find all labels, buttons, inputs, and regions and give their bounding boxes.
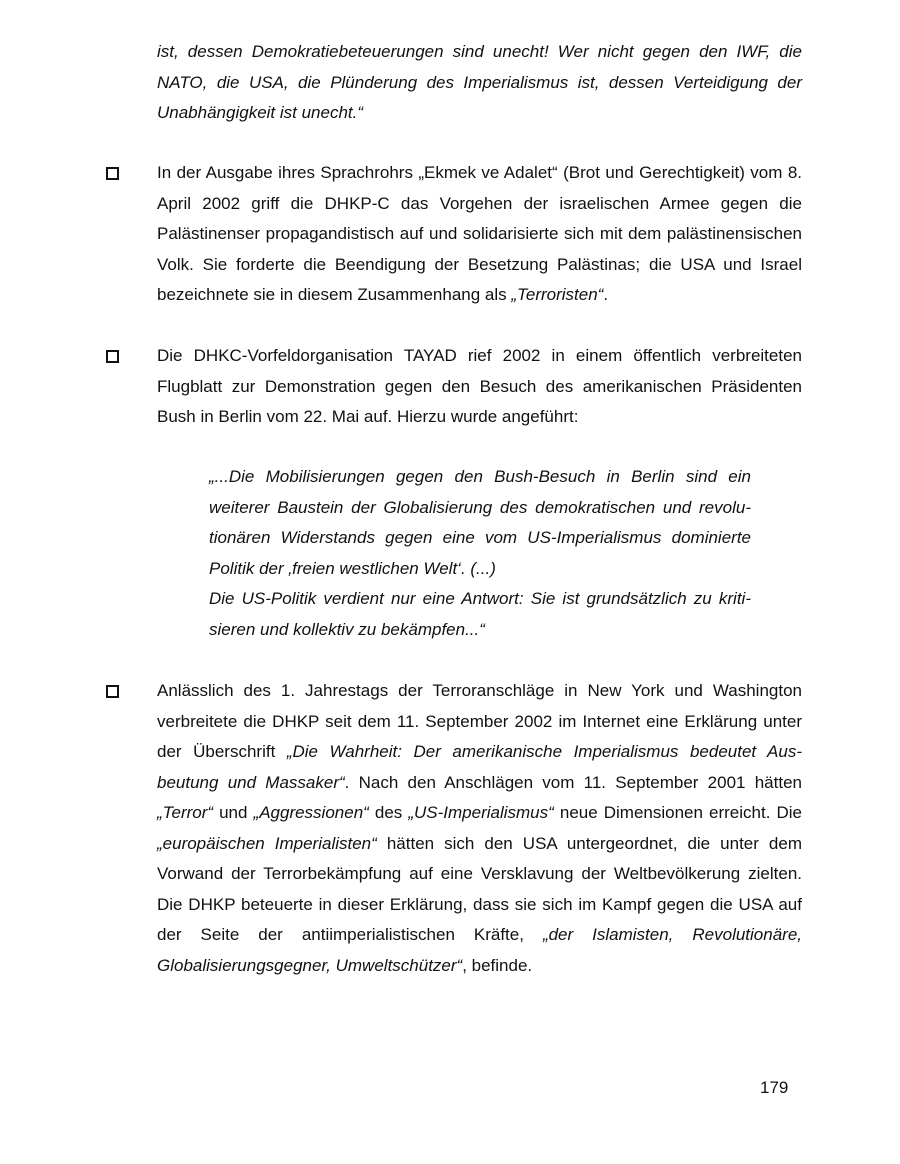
intro-quote-continuation: ist, dessen Demokratiebeteuerungen sind unecht! Wer nicht gegen den IWF, die NATO, die USA, die Plünderung des Imperialismus ist, dessen Verteidigung der Unabhängigkeit ist unecht.“: [157, 42, 802, 122]
text-span: des: [368, 803, 409, 822]
italic-span: „Die Wahrheit: Der amerikanische Imperialismus bedeutet Ausbeutung und Massaker“: [157, 742, 803, 792]
checkbox-bullet-icon: [106, 350, 119, 363]
italic-span: „der Islamisten, Revolutionäre, Globalisierungsgegner, Umweltschützer“: [157, 925, 802, 975]
paragraph-tayad-flyer: Die DHKC-Vorfeldorganisation TAYAD rief 2002 in einem öffentlich verbreiteten Flugblatt zur Demonstration gegen den Besuch des amerikanischen Präsidenten Bush in Berlin vom 22. Mai auf. Hierzu wurde angeführt:: [157, 346, 802, 426]
checkbox-bullet-icon: [106, 167, 119, 180]
block-quote-para-2: Die US-Politik verdient nur eine Antwort: Sie ist grundsätzlich zu kritisieren und kollektiv zu bekämpfen...“: [209, 589, 751, 639]
italic-span: „europäischen Imperialisten“: [157, 833, 377, 853]
block-quote-para-1: „...Die Mobilisierungen gegen den Bush-Besuch in Berlin sind ein weiterer Baustein der Globalisierung des demokratischen und revolutionären Widerstands gegen eine vom US-Imperialismus dominierte Politik der ‚freien westlichen Welt‘. (...): [209, 467, 751, 578]
italic-span: „Terroristen“: [511, 285, 604, 304]
text-span: und: [213, 803, 254, 822]
text-span: hätten sich den USA untergeordnet, die unter dem Vorwand der Terrorbekämpfung auf eine Versklavung der Weltbevölkerung zielten. Die DHKP beteuerte in dieser Erklärung, dass sie sich im Kampf gegen die USA auf der Seite der antiimperialistischen Kräfte,: [157, 833, 803, 944]
checkbox-bullet-icon: [106, 685, 119, 698]
italic-span: „Terror“: [157, 803, 214, 822]
block-quote: [209, 462, 751, 645]
text-span: In der Ausgabe ihres Sprachrohrs „Ekmek ve Adalet“ (Brot und Gerechtigkeit) vom 8. April 2002 griff die DHKP-C das Vorgehen der israelischen Armee gegen die Palästinenser propagandistisch auf und solidarisierte sich mit dem palästinensischen Volk. Sie forderte die Beendigung der Besetzung Palästinas; die USA und Israel bezeichnete sie in diesem Zusammenhang als: [157, 163, 802, 304]
paragraph-anniversary-statement: [157, 676, 802, 981]
text-span: Anlässlich des 1. Jahrestags der Terroranschläge in New York und Washington verbreitete die DHKP seit dem 11. September 2002 im Internet eine Erklärung unter der Überschrift: [157, 681, 802, 761]
page-number: 179: [760, 1078, 789, 1097]
text-span: , befinde.: [462, 955, 533, 975]
italic-span: „US-Imperialismus“: [408, 803, 554, 822]
text-span: neue Dimensionen erreicht. Die: [553, 803, 802, 822]
italic-span: „Aggressionen“: [253, 803, 369, 822]
text-span: . Nach den Anschlägen vom 11. September 2001 hätten: [344, 772, 802, 792]
text-span: .: [603, 285, 609, 304]
paragraph-ekmek-ve-adalet: [157, 158, 802, 311]
